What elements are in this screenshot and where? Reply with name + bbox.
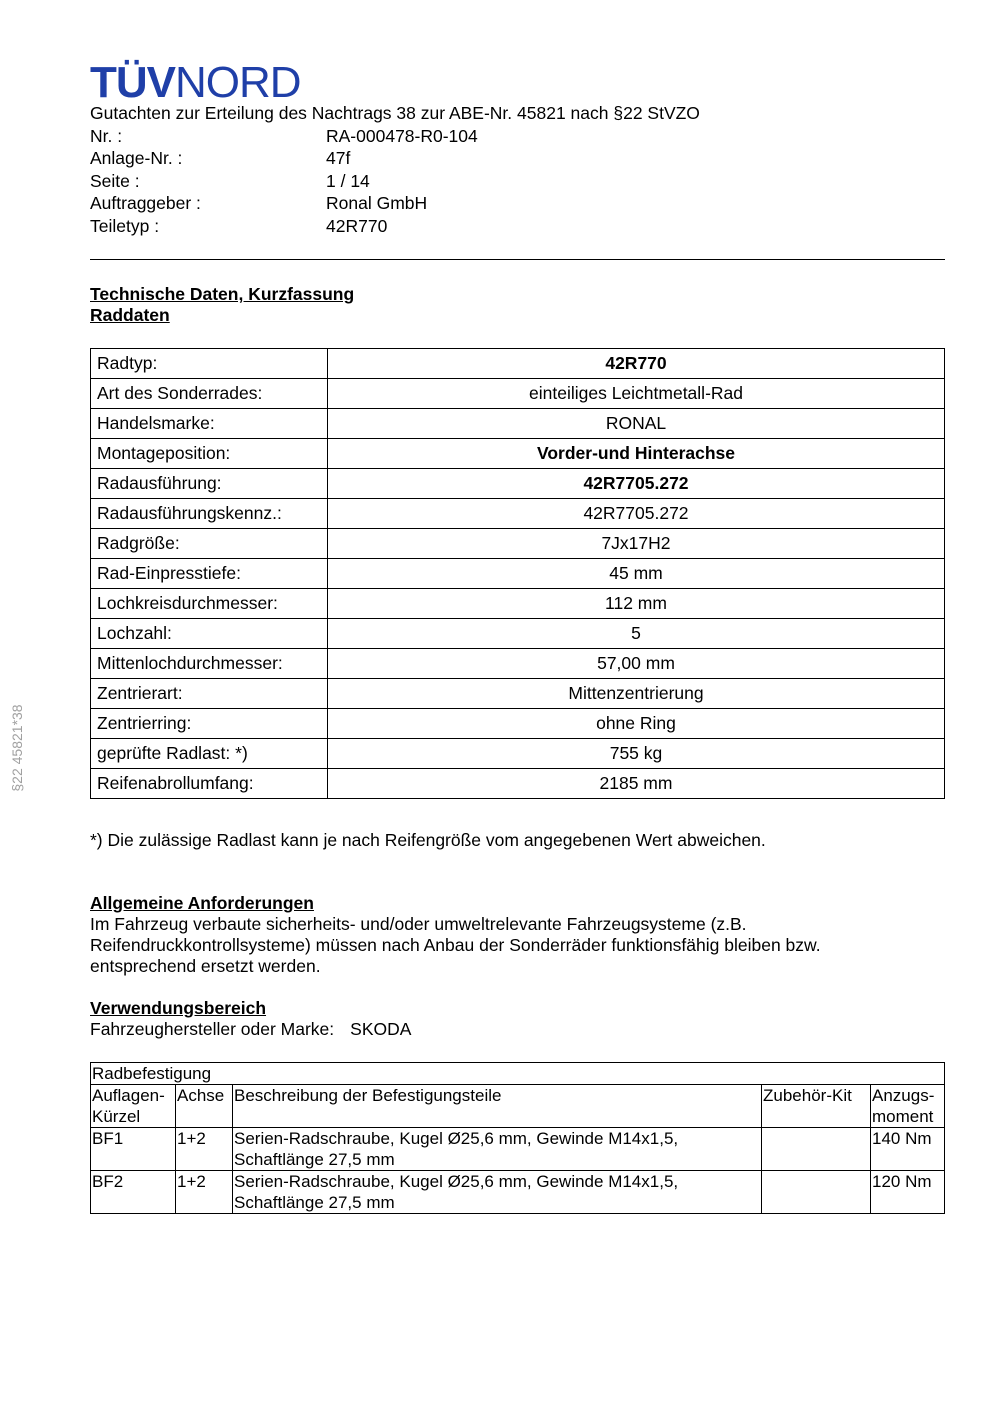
row-label: Rad-Einpresstiefe:: [91, 559, 328, 589]
description-line: Schaftlänge 27,5 mm: [234, 1193, 395, 1212]
table-row: [91, 439, 945, 469]
requirements-line: Im Fahrzeug verbaute sicherheits- und/oder umweltrelevante Fahrzeugsysteme (z.B.: [90, 914, 747, 934]
row-value: 42R7705.272: [328, 499, 945, 529]
footnote: *) Die zulässige Radlast kann je nach Reifengröße vom angegebenen Wert abweichen.: [90, 830, 766, 850]
row-value: Mittenzentrierung: [328, 679, 945, 709]
header-value: 47f: [326, 148, 351, 168]
fixing-table-caption: Radbefestigung: [91, 1063, 945, 1085]
header-row-seite: [90, 170, 700, 193]
row-label: Lochkreisdurchmesser:: [91, 589, 328, 619]
table-row: [91, 589, 945, 619]
header-row-teiletyp: [90, 215, 700, 238]
row-value: 57,00 mm: [328, 649, 945, 679]
logo-tuev: TÜV: [90, 58, 175, 107]
header-line: Auflagen-: [92, 1086, 165, 1105]
row-value: Vorder-und Hinterachse: [328, 439, 945, 469]
row-label: Zentrierart:: [91, 679, 328, 709]
header-beschreibung: [233, 1085, 762, 1128]
maker-value: SKODA: [350, 1019, 412, 1039]
header-label: Auftraggeber :: [90, 193, 201, 213]
fixing-axle: 1+2: [176, 1171, 233, 1214]
table-row: [91, 739, 945, 769]
header-row-nr: [90, 125, 700, 148]
header-zubehoer-kit: [762, 1085, 871, 1128]
header-line: Achse: [177, 1086, 225, 1105]
table-row: [91, 469, 945, 499]
row-value: 5: [328, 619, 945, 649]
table-row: [91, 679, 945, 709]
row-value: 42R770: [328, 349, 945, 379]
maker-label: Fahrzeughersteller oder Marke:: [90, 1019, 335, 1039]
table-row: [91, 1171, 945, 1214]
header-line: Anzugs-: [872, 1086, 935, 1105]
table-row: [91, 379, 945, 409]
table-row: [91, 619, 945, 649]
header-row-auftraggeber: [90, 192, 700, 215]
table-row: [91, 349, 945, 379]
section-title-verwendungsbereich: Verwendungsbereich: [90, 998, 267, 1018]
row-label: Radtyp:: [91, 349, 328, 379]
row-label: Reifenabrollumfang:: [91, 769, 328, 799]
requirements-text: [90, 914, 821, 977]
row-value: RONAL: [328, 409, 945, 439]
header-label: Seite :: [90, 170, 140, 191]
row-value: 2185 mm: [328, 769, 945, 799]
side-stamp-text: §22 45821*38: [9, 704, 25, 792]
row-label: Handelsmarke:: [91, 409, 328, 439]
table-row: [91, 1128, 945, 1171]
header-line: Kürzel: [92, 1107, 141, 1126]
header-value: Ronal GmbH: [326, 193, 428, 213]
header-auflagen-kuerzel: [91, 1085, 176, 1128]
header-label: Anlage-Nr. :: [90, 148, 183, 168]
row-label: Radausführungskennz.:: [91, 499, 328, 529]
fixing-description: [233, 1171, 762, 1214]
header-label: Teiletyp :: [90, 215, 160, 236]
table-row: [91, 409, 945, 439]
description-line: Serien-Radschraube, Kugel Ø25,6 mm, Gewinde M14x1,5,: [234, 1172, 679, 1191]
maker-line: [90, 1019, 411, 1040]
fixing-torque: 140 Nm: [871, 1128, 945, 1171]
row-value: ohne Ring: [328, 709, 945, 739]
header-value: 1 / 14: [326, 170, 370, 191]
fixing-code: BF2: [91, 1171, 176, 1214]
fixing-torque: 120 Nm: [871, 1171, 945, 1214]
row-label: Mittenlochdurchmesser:: [91, 649, 328, 679]
table-row: [91, 499, 945, 529]
table-row: [91, 559, 945, 589]
table-row: [91, 709, 945, 739]
description-line: Serien-Radschraube, Kugel Ø25,6 mm, Gewinde M14x1,5,: [234, 1129, 679, 1148]
section-title-allgemeine-anforderungen: Allgemeine Anforderungen: [90, 893, 314, 913]
row-label: geprüfte Radlast: *): [91, 739, 328, 769]
description-line: Schaftlänge 27,5 mm: [234, 1150, 395, 1169]
wheel-fixing-table: [90, 1062, 945, 1214]
fixing-kit: [762, 1171, 871, 1214]
row-label: Montageposition:: [91, 439, 328, 469]
table-row: [91, 769, 945, 799]
document-title: Gutachten zur Erteilung des Nachtrags 38 zur ABE-Nr. 45821 nach §22 StVZO: [90, 103, 700, 123]
header-value: 42R770: [326, 215, 388, 236]
fixing-table-header-row: [91, 1085, 945, 1128]
row-value: einteiliges Leichtmetall-Rad: [328, 379, 945, 409]
header-label: Nr. :: [90, 125, 123, 146]
requirements-line: Reifendruckkontrollsysteme) müssen nach Anbau der Sonderräder funktionsfähig bleiben bzw.: [90, 935, 821, 955]
fixing-code: BF1: [91, 1128, 176, 1171]
row-label: Radausführung:: [91, 469, 328, 499]
fixing-axle: 1+2: [176, 1128, 233, 1171]
header-anzugsmoment: [871, 1085, 945, 1128]
row-label: Radgröße:: [91, 529, 328, 559]
wheel-data-table: [90, 348, 945, 799]
row-label: Zentrierring:: [91, 709, 328, 739]
fixing-kit: [762, 1128, 871, 1171]
table-row: [91, 529, 945, 559]
header-value: RA-000478-R0-104: [326, 125, 478, 146]
header-row-anlage: [90, 147, 700, 170]
row-value: 42R7705.272: [328, 469, 945, 499]
header-achse: [176, 1085, 233, 1128]
header-line: Zubehör-Kit: [763, 1086, 852, 1105]
section-title-technische-daten: Technische Daten, Kurzfassung: [90, 284, 355, 304]
side-stamp: [2, 700, 24, 820]
header-line: moment: [872, 1107, 934, 1126]
table-row: [91, 649, 945, 679]
requirements-line: entsprechend ersetzt werden.: [90, 956, 321, 976]
section-subtitle-raddaten: Raddaten: [90, 305, 170, 325]
header-line: Beschreibung der Befestigungsteile: [234, 1086, 502, 1105]
logo-nord: NORD: [175, 58, 301, 107]
row-label: Art des Sonderrades:: [91, 379, 328, 409]
row-value: 112 mm: [328, 589, 945, 619]
document-header: [90, 102, 700, 237]
row-value: 755 kg: [328, 739, 945, 769]
fixing-description: [233, 1128, 762, 1171]
header-divider: [90, 259, 945, 260]
tuev-nord-logo: [90, 58, 301, 107]
row-value: 45 mm: [328, 559, 945, 589]
row-label: Lochzahl:: [91, 619, 328, 649]
row-value: 7Jx17H2: [328, 529, 945, 559]
